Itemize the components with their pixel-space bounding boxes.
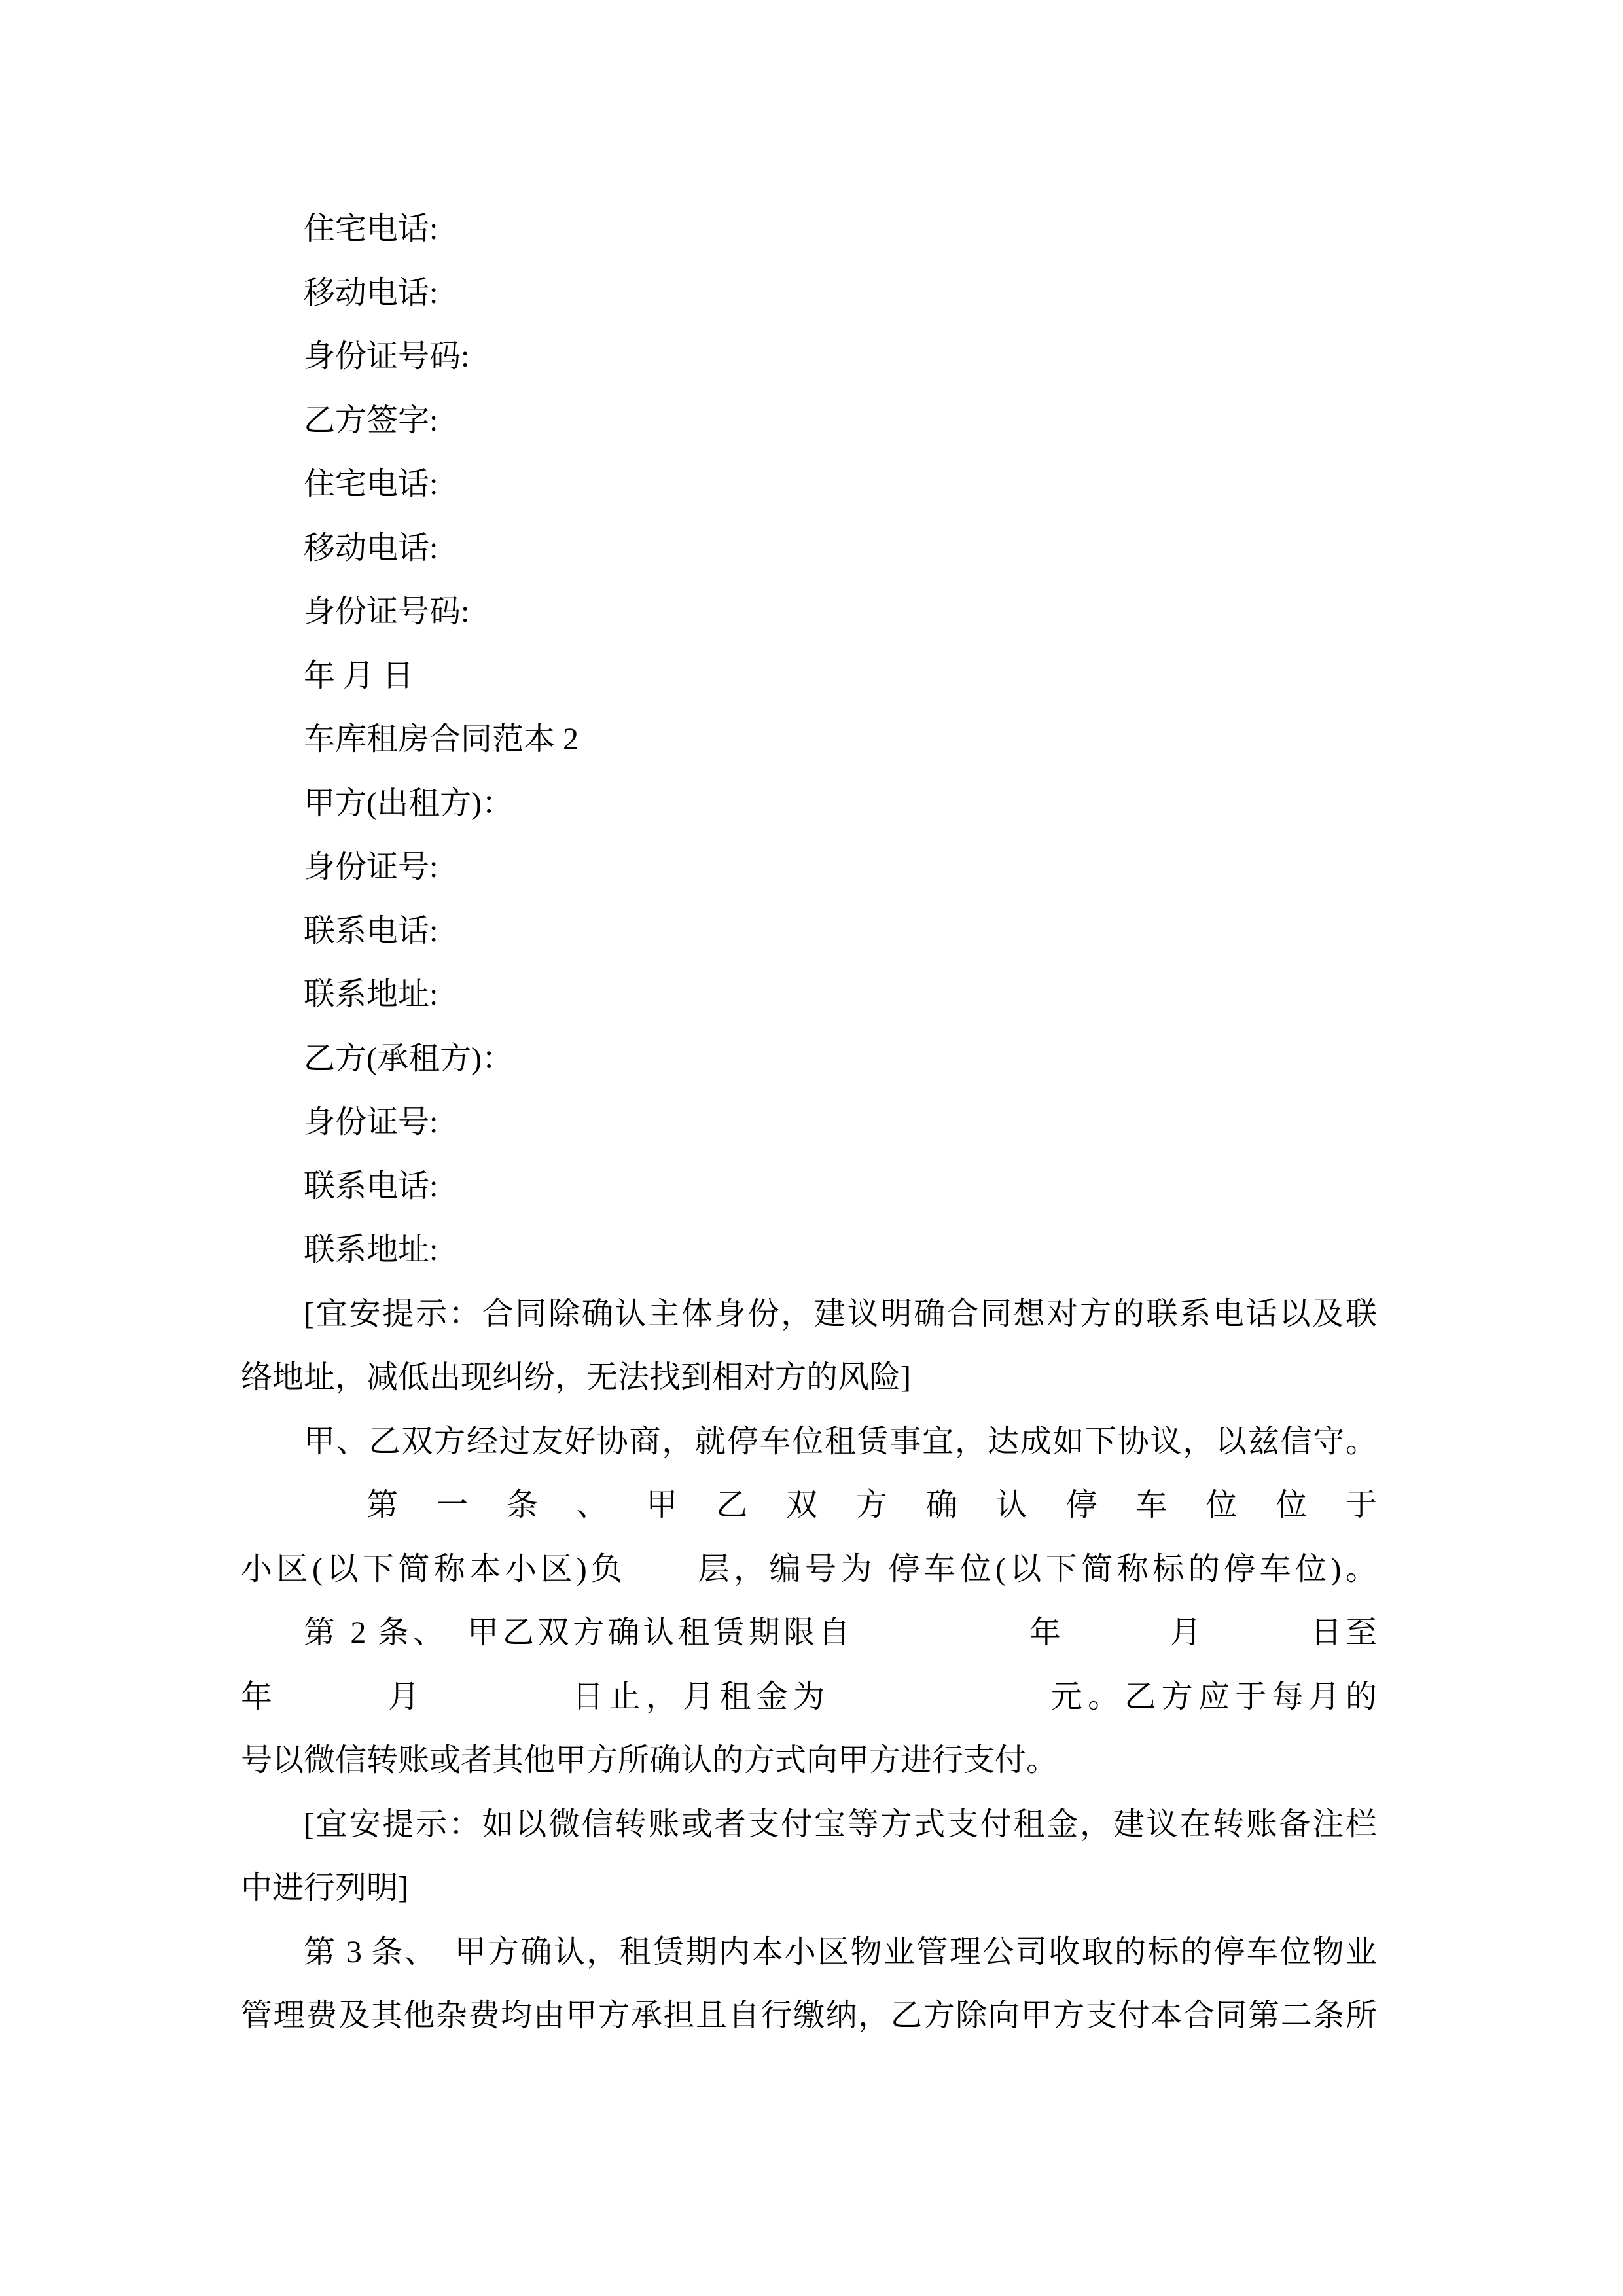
document-line: 年 月 日止，月租金为 元。乙方应于每月的 (241, 1679, 1377, 1714)
document-line: 年 月 日 (304, 658, 414, 693)
document-line: 管理费及其他杂费均由甲方承担且自行缴纳，乙方除向甲方支付本合同第二条所 (241, 1998, 1377, 2033)
document-line: 住宅电话: (304, 467, 438, 501)
document-line: 乙方(承租方)： (304, 1041, 513, 1076)
document-line: 身份证号: (304, 850, 438, 884)
document-line: 络地址，减低出现纠纷，无法找到相对方的风险] (241, 1360, 911, 1395)
document-line: 联系电话: (304, 1168, 438, 1204)
document-line: [宜安提示：如以微信转账或者支付宝等方式支付租金，建议在转账备注栏 (304, 1806, 1377, 1842)
document-line: 乙方签字: (304, 403, 438, 438)
document-line: 第 3 条、 甲方确认，租赁期内本小区物业管理公司收取的标的停车位物业 (304, 1934, 1377, 1969)
document-line: 联系地址: (304, 1232, 438, 1267)
document-line: 甲、乙双方经过友好协商，就停车位租赁事宜，达成如下协议，以兹信守。 (304, 1424, 1377, 1459)
document-line: 第 一 条 、 甲 乙 双 方 确 认 停 车 位 位 于 (366, 1488, 1377, 1522)
document-line: 住宅电话: (304, 211, 438, 246)
document-line: 身份证号码: (304, 594, 470, 629)
document-line: 身份证号: (304, 1105, 438, 1139)
document-line: 移动电话: (304, 530, 438, 565)
document-line: 身份证号码: (304, 339, 470, 374)
document-line: 号以微信转账或者其他甲方所确认的方式向甲方进行支付。 (241, 1743, 1058, 1778)
document-line: 移动电话: (304, 275, 438, 310)
document-line: [宜安提示：合同除确认主体身份，建议明确合同想对方的联系电话以及联 (304, 1296, 1377, 1331)
document-line: 小区(以下简称本小区)负 层，编号为 停车位(以下简称标的停车位)。 (241, 1551, 1377, 1587)
document-line: 联系地址: (304, 977, 438, 1012)
document-line: 甲方(出租方)： (304, 785, 513, 821)
document-line: 联系电话: (304, 913, 438, 948)
document-line: 中进行列明] (241, 1871, 408, 1905)
document-body (241, 197, 1377, 2048)
document-line: 车库租房合同范本 2 (304, 722, 579, 757)
document-line: 第 2 条、 甲乙双方确认租赁期限自 年 月 日至 (304, 1615, 1377, 1650)
